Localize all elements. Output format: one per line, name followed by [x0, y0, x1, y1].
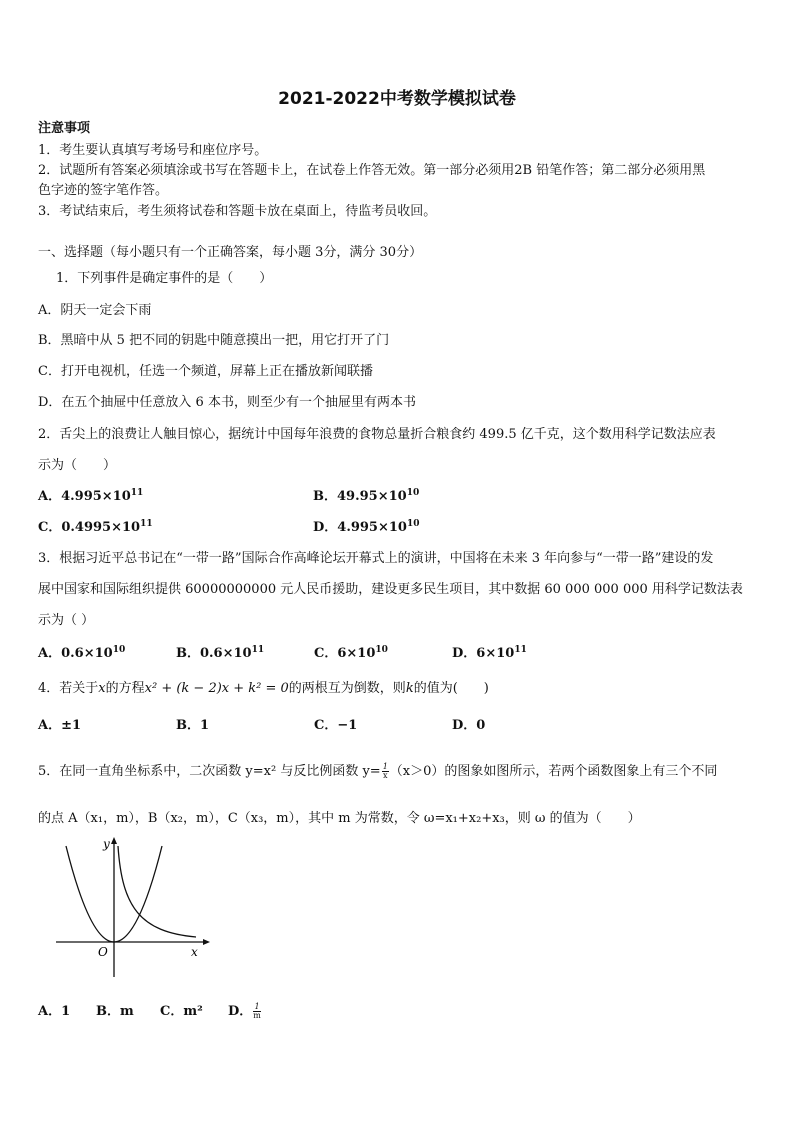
q2-option-c: C．$0.4995\times 10^{11}$: [38, 519, 153, 535]
q5-option-d-fraction: $\frac{1}{m}$: [253, 1002, 261, 1020]
q4-equation: x² + (k − 2)x + k² = 0: [144, 681, 289, 696]
q4-option-b: B．1: [176, 718, 210, 733]
q4-option-c: C．−1: [314, 718, 358, 733]
notice-item-3: 3．考试结束后，考生须将试卷和答题卡放在桌面上，待监考员收回。: [38, 204, 437, 219]
notice-item-2: 2．试题所有答案必须填涂或书写在答题卡上，在试卷上作答无效。第一部分必须用2B 铅笔作答；第二部分必须用黑: [38, 163, 706, 178]
q5-stem-line2: 的点 A（x₁，m），B（x₂，m），C（x₃，m），其中 m 为常数，令 ω=x₁+x₂+x₃，则 ω 的值为（ ）: [38, 811, 641, 826]
q4-option-a: A．±1: [38, 718, 82, 733]
q3-stem-line2: 展中国家和国际组织提供 60000000000 元人民币援助，建设更多民生项目，其中数据 60 000 000 000 用科学记数法表: [38, 582, 743, 597]
y-axis-arrow: [111, 837, 117, 844]
q5-graph: [48, 832, 218, 982]
q4-option-d: D．0: [452, 718, 486, 733]
q3-option-a: A．$0.6\times 10^{10}$: [38, 645, 126, 661]
q1-option-d: D．在五个抽屉中任意放入 6 本书，则至少有一个抽屉里有两本书: [38, 395, 416, 410]
q2-option-a: A．$4.995\times 10^{11}$: [38, 488, 144, 504]
y-axis-label: y: [103, 837, 110, 851]
q1-option-a: A．阴天一定会下雨: [38, 303, 152, 318]
q2-stem-line1: 2．舌尖上的浪费让人触目惊心，据统计中国每年浪费的食物总量折合粮食约 499.5 亿千克，这个数用科学记数法应表: [38, 427, 716, 442]
q3-option-b: B．$0.6\times 10^{11}$: [176, 645, 265, 661]
q2-option-d: D．$4.995\times 10^{10}$: [313, 519, 420, 535]
q5-option-a: A．1: [38, 1004, 71, 1019]
q5-fraction: $\frac{1}{x}$: [382, 762, 388, 780]
q3-stem-line1: 3．根据习近平总书记在“一带一路”国际合作高峰论坛开幕式上的演讲，中国将在未来 3 年向参与“一带一路”建设的发: [38, 551, 714, 566]
q1-stem: 1．下列事件是确定事件的是（ ）: [56, 271, 273, 286]
hyperbola-curve: [118, 846, 196, 937]
notice-heading: 注意事项: [38, 121, 91, 136]
notice-item-1: 1．考生要认真填写考场号和座位序号。: [38, 143, 268, 158]
q5-option-d: D． $\frac{1}{m}$: [228, 1002, 261, 1020]
q2-stem-line2: 示为（ ）: [38, 458, 117, 473]
q2-option-b: B．$49.95\times 10^{10}$: [313, 488, 420, 504]
exam-title: 2021-2022中考数学模拟试卷: [278, 89, 516, 109]
q1-option-c: C．打开电视机，任选一个频道，屏幕上正在播放新闻联播: [38, 364, 373, 379]
q1-option-b: B．黑暗中从 5 把不同的钥匙中随意摸出一把，用它打开了门: [38, 333, 390, 348]
origin-label: O: [98, 945, 108, 959]
q3-stem-line3: 示为（ ）: [38, 613, 95, 628]
q5-option-b: B．m: [96, 1004, 134, 1019]
section-heading: 一、选择题（每小题只有一个正确答案，每小题 3分，满分 30分）: [38, 245, 423, 260]
x-axis-arrow: [203, 939, 210, 945]
x-axis-label: x: [191, 945, 198, 959]
q3-option-c: C．$6\times 10^{10}$: [314, 645, 388, 661]
q5-option-c: C．m²: [160, 1004, 203, 1019]
q3-option-d: D．$6\times 10^{11}$: [452, 645, 527, 661]
q5-stem-line1: 5．在同一直角坐标系中，二次函数 y=x² 与反比例函数 y= $\frac{1}{x}$ （x＞0）的图象如图所示，若两个函数图象上有三个不同: [38, 762, 718, 780]
notice-item-2-cont: 色字迹的签字笔作答。: [38, 183, 169, 198]
q4-stem: 4．若关于x的方程x² + (k − 2)x + k² = 0的两根互为倒数，则k的值为( ): [38, 681, 489, 696]
